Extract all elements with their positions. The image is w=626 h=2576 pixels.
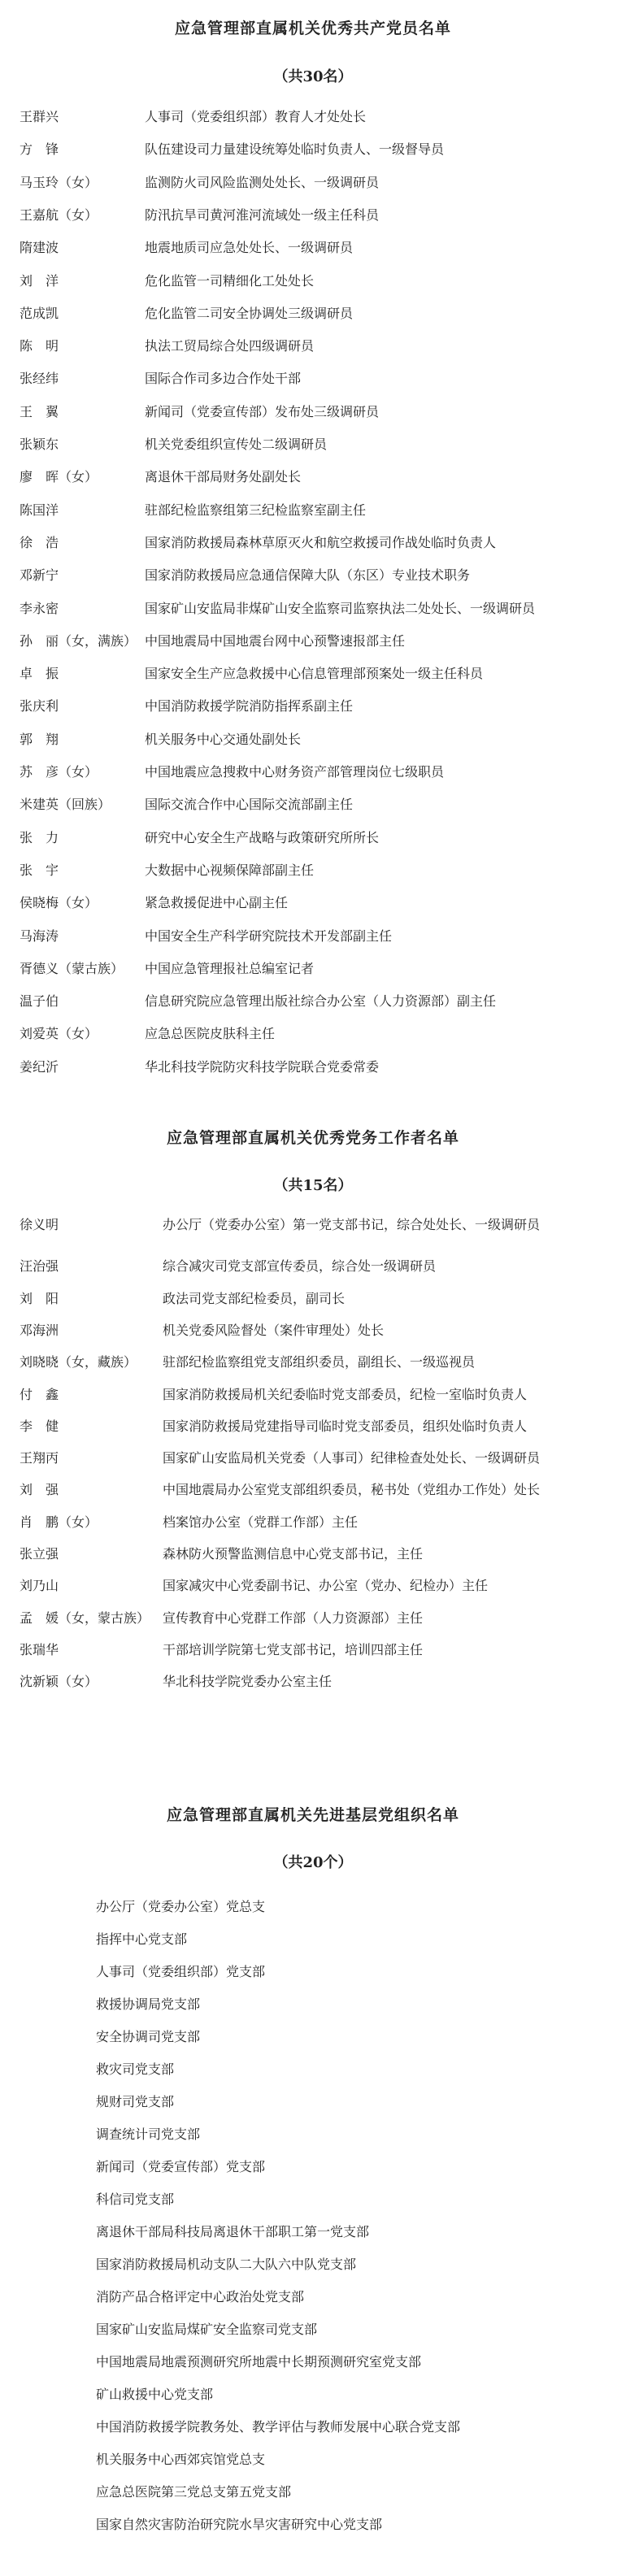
member-position: 机关服务中心交通处副处长	[145, 731, 302, 747]
organization-item: 矿山救援中心党支部	[96, 2387, 214, 2402]
member-name: 付 鑫	[20, 1386, 59, 1402]
list-item	[0, 693, 626, 719]
list-item	[0, 366, 626, 391]
organization-item: 办公厅（党委办公室）党总支	[96, 1899, 266, 1914]
member-position: 政法司党支部纪检委员，副司长	[163, 1290, 346, 1306]
list-item	[0, 432, 626, 457]
member-name: 马玉玲（女）	[20, 174, 98, 190]
member-position: 华北科技学院防灾科技学院联合党委常委	[145, 1058, 380, 1075]
organization-item: 指挥中心党支部	[96, 1931, 188, 1947]
list-item	[0, 1021, 626, 1046]
member-name: 张颖东	[20, 437, 59, 452]
member-name: 徐 浩	[20, 534, 59, 550]
list-item	[0, 661, 626, 686]
member-position: 紧急救援促进中心副主任	[145, 895, 289, 911]
list-item	[0, 530, 626, 555]
organization-item: 科信司党支部	[96, 2192, 175, 2207]
list-item	[0, 1054, 626, 1079]
member-name: 刘 洋	[20, 272, 59, 289]
member-name: 温子伯	[20, 993, 59, 1010]
list-item	[0, 1318, 626, 1343]
member-position: 国际交流合作中心国际交流部副主任	[145, 797, 354, 813]
member-name: 刘晓晓（女，藏族）	[20, 1354, 137, 1371]
member-name: 张经纬	[20, 371, 59, 387]
organization-item: 规财司党支部	[96, 2094, 175, 2109]
member-position: 危化监管二司安全协调处三级调研员	[145, 305, 354, 321]
member-position: 国家矿山安监局非煤矿山安全监察司监察执法二处处长、一级调研员	[145, 600, 536, 616]
organization-item: 机关服务中心西郊宾馆党总支	[96, 2452, 266, 2467]
organization-item: 应急总医院第三党总支第五党支部	[96, 2484, 292, 2500]
list-item	[0, 1445, 626, 1470]
member-name: 沈新颖（女）	[20, 1674, 98, 1690]
member-position: 档案馆办公室（党群工作部）主任	[163, 1514, 359, 1530]
organization-item: 人事司（党委组织部）党支部	[96, 1964, 266, 1979]
member-name: 郭 翔	[20, 731, 59, 747]
member-position: 国家消防救援局机关纪委临时党支部委员，纪检一室临时负责人	[163, 1386, 528, 1402]
member-position: 研究中心安全生产战略与政策研究所所长	[145, 829, 380, 845]
member-name: 方 锋	[20, 141, 59, 158]
list-item	[0, 727, 626, 752]
list-item	[0, 988, 626, 1014]
member-position: 监测防火司风险监测处处长、一级调研员	[145, 174, 380, 190]
member-name: 王群兴	[20, 109, 59, 124]
member-name: 张 宇	[20, 862, 59, 878]
member-name: 隋建波	[20, 240, 59, 256]
member-name: 马海涛	[20, 927, 59, 944]
member-name: 孙 丽（女，满族）	[20, 632, 137, 649]
list-item	[0, 1286, 626, 1311]
member-name: 姜纪沂	[20, 1058, 59, 1075]
member-name: 侯晓梅（女）	[20, 895, 98, 911]
member-name: 卓 振	[20, 666, 59, 682]
list-item	[0, 104, 626, 129]
list-item	[0, 1573, 626, 1598]
member-name: 李永密	[20, 600, 59, 616]
member-position: 防汛抗旱司黄河淮河流域处一级主任科员	[145, 206, 380, 223]
list-item	[0, 1510, 626, 1535]
list-item	[0, 628, 626, 654]
member-position: 离退休干部局财务处副处长	[145, 469, 302, 485]
member-position: 国家减灾中心党委副书记、办公室（党办、纪检办）主任	[163, 1578, 489, 1594]
list-item	[0, 923, 626, 949]
member-position: 信息研究院应急管理出版社综合办公室（人力资源部）副主任	[145, 993, 497, 1010]
member-name: 张 力	[20, 829, 59, 845]
member-position: 执法工贸局综合处四级调研员	[145, 338, 315, 354]
list-item	[0, 1605, 626, 1631]
member-position: 人事司（党委组织部）教育人才处处长	[145, 109, 367, 124]
member-position: 森林防火预警监测信息中心党支部书记，主任	[163, 1546, 424, 1562]
member-name: 孟 媛（女，蒙古族）	[20, 1609, 150, 1626]
member-name: 范成凯	[20, 305, 59, 321]
member-name: 邓海洲	[20, 1322, 59, 1338]
organization-item: 新闻司（党委宣传部）党支部	[96, 2159, 266, 2174]
member-name: 王翔丙	[20, 1450, 59, 1466]
list-item	[0, 792, 626, 817]
list-item	[0, 596, 626, 621]
section-count: （共20个）	[273, 1854, 353, 1871]
section-count: （共30名）	[273, 68, 353, 85]
member-position: 地震地质司应急处处长、一级调研员	[145, 240, 354, 256]
member-position: 中国地震局中国地震台网中心预警速报部主任	[145, 632, 406, 649]
member-name: 肖 鹏（女）	[20, 1514, 98, 1530]
list-item	[0, 497, 626, 523]
list-item	[0, 464, 626, 489]
member-name: 陈 明	[20, 338, 59, 354]
member-position: 中国地震局办公室党支部组织委员，秘书处（党组办工作处）处长	[163, 1482, 541, 1498]
organization-item: 救灾司党支部	[96, 2061, 175, 2077]
list-item	[0, 890, 626, 915]
member-position: 国家安全生产应急救援中心信息管理部预案处一级主任科员	[145, 666, 484, 682]
list-item	[0, 1212, 626, 1237]
list-item	[0, 1541, 626, 1566]
organization-item: 中国地震局地震预测研究所地震中长期预测研究室党支部	[96, 2354, 422, 2370]
member-position: 国家矿山安监局机关党委（人事司）纪律检查处处长、一级调研员	[163, 1450, 541, 1466]
section-title: 应急管理部直属机关先进基层党组织名单	[166, 1806, 459, 1824]
list-item	[0, 333, 626, 358]
member-position: 应急总医院皮肤科主任	[145, 1026, 276, 1042]
member-name: 刘乃山	[20, 1578, 59, 1594]
organization-item: 调查统计司党支部	[96, 2126, 201, 2142]
member-name: 张立强	[20, 1546, 59, 1562]
member-position: 机关党委组织宣传处二级调研员	[145, 437, 328, 452]
section-title: 应急管理部直属机关优秀党务工作者名单	[166, 1129, 459, 1147]
list-item	[0, 301, 626, 326]
member-name: 徐义明	[20, 1217, 59, 1232]
list-item	[0, 1669, 626, 1694]
member-position: 大数据中心视频保障部副主任	[145, 862, 315, 878]
list-item	[0, 268, 626, 293]
list-item	[0, 170, 626, 195]
list-item	[0, 202, 626, 228]
member-name: 王 翼	[20, 403, 59, 419]
member-position: 国家消防救援局党建指导司临时党支部委员，组织处临时负责人	[163, 1418, 528, 1434]
member-position: 办公厅（党委办公室）第一党支部书记，综合处处长、一级调研员	[163, 1217, 541, 1232]
member-position: 华北科技学院党委办公室主任	[163, 1674, 333, 1690]
list-item	[0, 1349, 626, 1375]
member-name: 陈国洋	[20, 502, 59, 518]
organization-item: 离退休干部局科技局离退休干部职工第一党支部	[96, 2224, 370, 2239]
member-position: 综合减灾司党支部宣传委员，综合处一级调研员	[163, 1258, 437, 1275]
member-position: 宣传教育中心党群工作部（人力资源部）主任	[163, 1609, 424, 1626]
organization-item: 消防产品合格评定中心政治处党支部	[96, 2289, 305, 2304]
list-item	[0, 759, 626, 784]
list-item	[0, 858, 626, 883]
member-name: 刘 强	[20, 1482, 59, 1498]
member-name: 张庆利	[20, 698, 59, 715]
member-position: 危化监管一司精细化工处处长	[145, 272, 315, 289]
member-position: 队伍建设司力量建设统筹处临时负责人、一级督导员	[145, 141, 445, 158]
member-position: 中国消防救援学院消防指挥系副主任	[145, 698, 354, 715]
list-item	[0, 1253, 626, 1279]
organization-item: 国家消防救援局机动支队二大队六中队党支部	[96, 2257, 357, 2272]
list-item	[0, 825, 626, 850]
member-name: 刘 阳	[20, 1290, 59, 1306]
member-position: 中国应急管理报社总编室记者	[145, 960, 315, 976]
section-title: 应急管理部直属机关优秀共产党员名单	[174, 20, 451, 37]
member-position: 驻部纪检监察组党支部组织委员，副组长、一级巡视员	[163, 1354, 476, 1371]
member-position: 驻部纪检监察组第三纪检监察室副主任	[145, 502, 367, 518]
member-name: 王嘉航（女）	[20, 206, 98, 223]
member-name: 邓新宁	[20, 567, 59, 584]
member-name: 刘爱英（女）	[20, 1026, 98, 1042]
organization-item: 救援协调局党支部	[96, 1996, 201, 2012]
member-name: 张瑞华	[20, 1641, 59, 1657]
list-item	[0, 235, 626, 260]
member-name: 米建英（回族）	[20, 797, 111, 813]
member-position: 中国安全生产科学研究院技术开发部副主任	[145, 927, 393, 944]
list-item	[0, 137, 626, 162]
member-name: 廖 晖（女）	[20, 469, 98, 485]
member-position: 中国地震应急搜救中心财务资产部管理岗位七级职员	[145, 764, 445, 780]
member-name: 胥德义（蒙古族）	[20, 960, 124, 976]
list-item	[0, 956, 626, 981]
section-count: （共15名）	[273, 1177, 353, 1194]
member-name: 李 健	[20, 1418, 59, 1434]
member-position: 国家消防救援局森林草原灭火和航空救援司作战处临时负责人	[145, 534, 497, 550]
list-item	[0, 399, 626, 424]
member-position: 国家消防救援局应急通信保障大队（东区）专业技术职务	[145, 567, 471, 584]
organization-item: 国家矿山安监局煤矿安全监察司党支部	[96, 2322, 318, 2337]
list-item	[0, 563, 626, 588]
organization-item: 中国消防救援学院教务处、教学评估与教师发展中心联合党支部	[96, 2419, 461, 2435]
list-item	[0, 1637, 626, 1662]
member-position: 新闻司（党委宣传部）发布处三级调研员	[145, 403, 380, 419]
member-position: 机关党委风险督处（案件审理处）处长	[163, 1322, 385, 1338]
organization-item: 国家自然灾害防治研究院水旱灾害研究中心党支部	[96, 2517, 383, 2532]
list-item	[0, 1477, 626, 1502]
organization-item: 安全协调司党支部	[96, 2029, 201, 2044]
list-item	[0, 1414, 626, 1439]
member-name: 汪治强	[20, 1258, 59, 1275]
member-position: 干部培训学院第七党支部书记，培训四部主任	[163, 1641, 424, 1657]
member-position: 国际合作司多边合作处干部	[145, 371, 302, 387]
member-name: 苏 彦（女）	[20, 764, 98, 780]
list-item	[0, 1382, 626, 1407]
